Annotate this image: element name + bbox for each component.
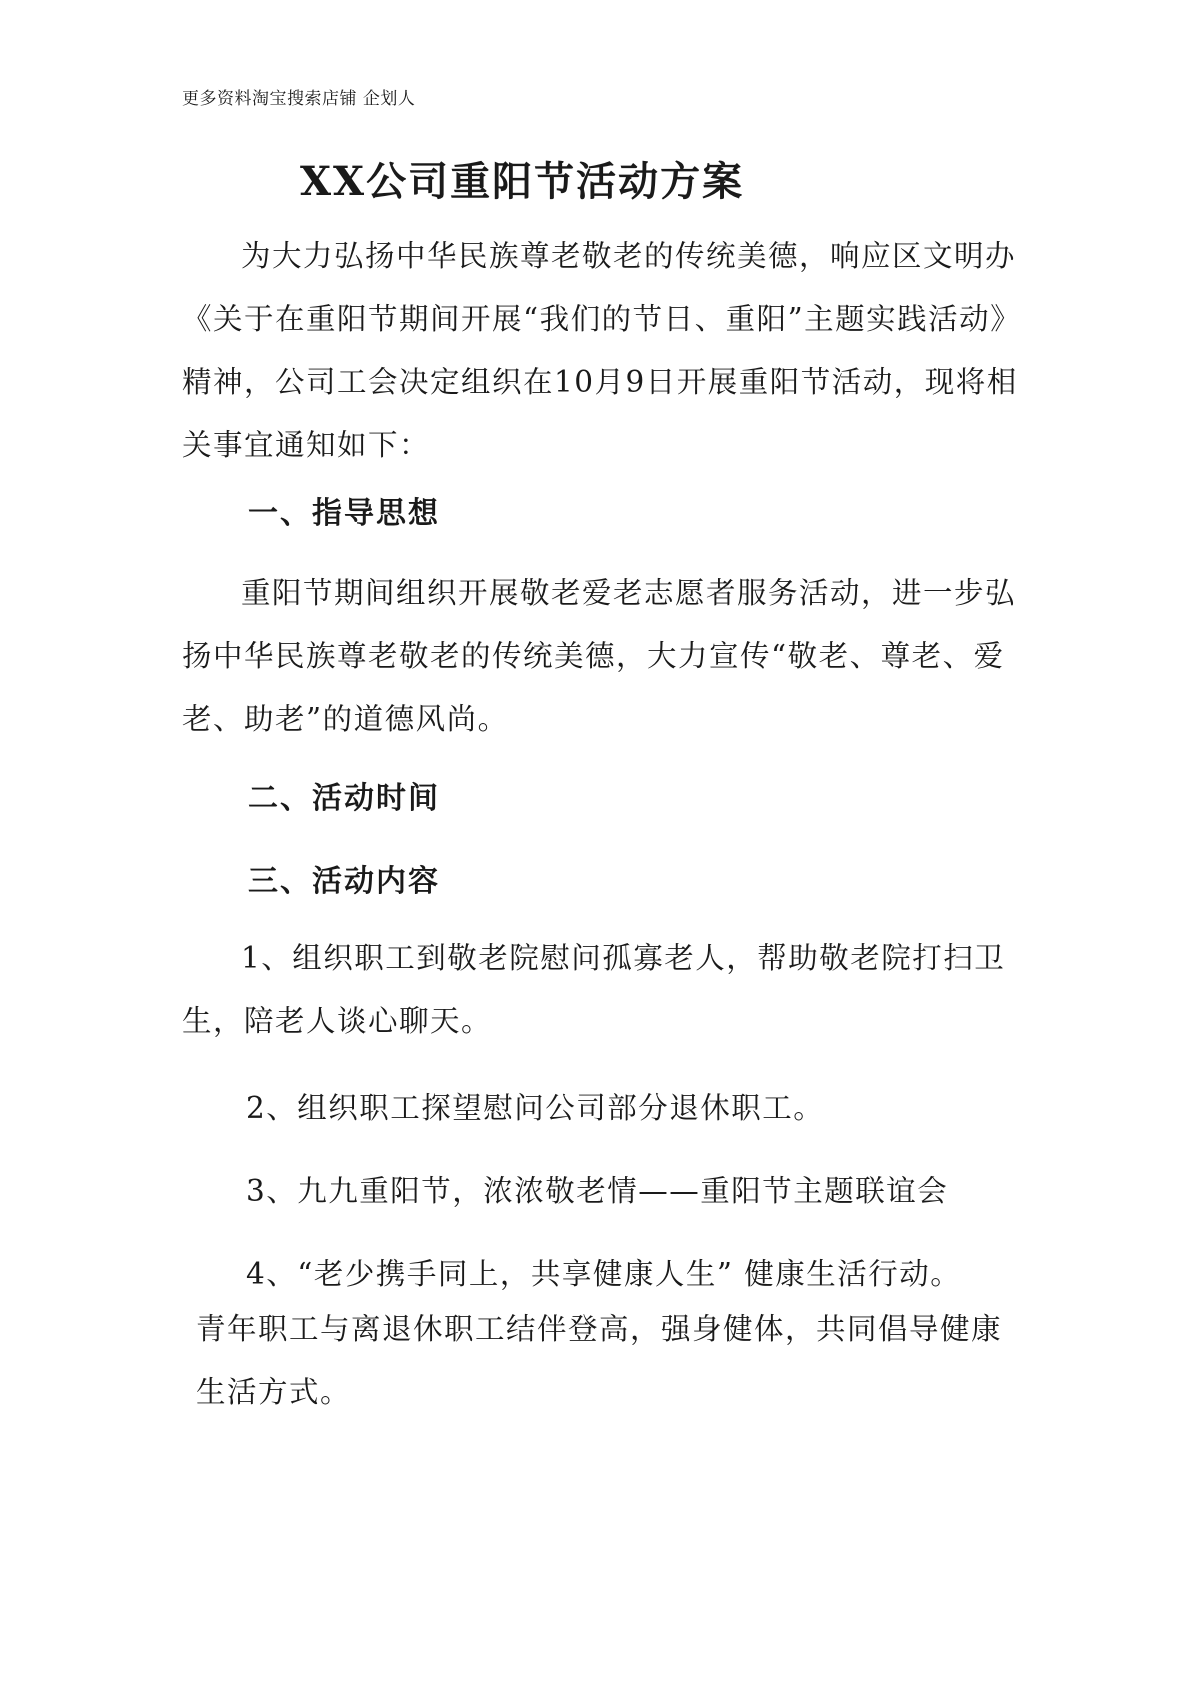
activity-item-4: 4、“老少携手同上，共享健康人生” 健康生活行动。 bbox=[246, 1257, 962, 1291]
document-title: XX公司重阳节活动方案 bbox=[300, 158, 745, 205]
guiding-ideology-paragraph: 重阳节期间组织开展敬老爱老志愿者服务活动，进一步弘扬中华民族尊老敬老的传统美德，大力宣传“敬老、尊老、爱老、助老”的道德风尚。 bbox=[182, 576, 1017, 736]
header-note: 更多资料淘宝搜索店铺 企划人 bbox=[182, 89, 416, 109]
section-heading-guiding-ideology: 一、指导思想 bbox=[248, 496, 440, 531]
activity-item-4-detail: 青年职工与离退休职工结伴登高，强身健体，共同倡导健康生活方式。 bbox=[196, 1312, 1003, 1409]
activity-item-3: 3、九九重阳节，浓浓敬老情——重阳节主题联谊会 bbox=[246, 1174, 949, 1208]
activity-item-2: 2、组织职工探望慰问公司部分退休职工。 bbox=[246, 1091, 825, 1125]
section-heading-activity-content: 三、活动内容 bbox=[248, 864, 440, 899]
activity-item-1: 1、组织职工到敬老院慰问孤寡老人，帮助敬老院打扫卫生，陪老人谈心聊天。 bbox=[182, 941, 1006, 1038]
section-heading-activity-time: 二、活动时间 bbox=[248, 781, 440, 816]
intro-paragraph: 为大力弘扬中华民族尊老敬老的传统美德，响应区文明办《关于在重阳节期间开展“我们的节日、重阳”主题实践活动》精神，公司工会决定组织在10月9日开展重阳节活动，现将相关事宜通知如下： bbox=[182, 239, 1022, 462]
